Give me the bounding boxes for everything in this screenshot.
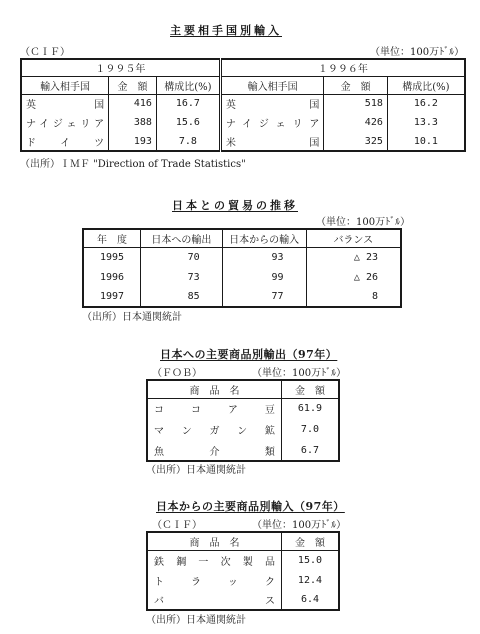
amount-cell: 61.9: [297, 403, 322, 415]
section1-basis: （ＣＩＦ）: [20, 47, 70, 58]
col-balance: バランス: [333, 234, 374, 246]
import-cell: 77: [222, 287, 306, 307]
product-cell: バス: [147, 590, 281, 610]
year-1995-header: １９９５年: [21, 59, 220, 76]
table-row: [147, 590, 339, 610]
section4-basis: （ＣＩＦ）: [152, 520, 202, 531]
share-cell: 16.2: [413, 98, 438, 110]
section4-table: [146, 531, 340, 611]
product-cell: 魚介類: [147, 440, 281, 461]
col-share-1996: 構成比(%): [402, 81, 450, 93]
partner-cell: 米 国: [220, 132, 324, 151]
section3-source: （出所）日本通関統計: [146, 465, 246, 476]
product-cell: ココア豆: [147, 398, 281, 419]
table-row: [83, 287, 401, 307]
amount-cell: 325: [324, 132, 388, 151]
amount-cell: 518: [324, 94, 388, 113]
partner-cell: 英 国: [21, 94, 109, 113]
table-row: [147, 550, 339, 570]
amount-cell: 193: [109, 132, 157, 151]
balance-cell: 8: [371, 291, 378, 302]
section1-source: （出所）ＩＭＦ "Direction of Trade Statistics": [20, 159, 246, 170]
share-cell: 13.3: [413, 117, 438, 128]
amount-cell: 426: [324, 113, 388, 132]
col-product: 商 品 名: [147, 380, 281, 398]
section4-source: （出所）日本通関統計: [146, 615, 246, 626]
amount-cell: 15.0: [297, 554, 323, 566]
section2-table: [82, 228, 402, 308]
table-row: [147, 398, 339, 419]
amount-cell: 6.4: [300, 594, 319, 605]
year-cell: 1996: [83, 267, 141, 287]
section3-basis: （ＦＯＢ）: [152, 368, 202, 379]
export-cell: 73: [141, 267, 223, 287]
section3-unit: （単位：100万ﾄﾞﾙ）: [252, 368, 347, 379]
year-1996-header: １９９６年: [317, 64, 368, 76]
section3-title: 日本への主要商品別輸出（97年）: [160, 348, 338, 361]
section4-title: 日本からの主要商品別輸入（97年）: [156, 500, 345, 513]
amount-cell: 12.4: [297, 574, 323, 586]
col-amount: 金 額: [294, 537, 325, 549]
section2-source: （出所）日本通関統計: [82, 312, 182, 323]
share-cell: 16.7: [156, 94, 220, 113]
table-row: [83, 267, 401, 287]
amount-cell: 416: [109, 94, 157, 113]
section3-table: [146, 379, 340, 462]
export-cell: 70: [141, 247, 223, 267]
col-partner-1995: 輸入相手国: [21, 76, 109, 94]
partner-cell: 英 国: [220, 94, 324, 113]
table-row: [147, 570, 339, 590]
table-row: [21, 94, 465, 113]
col-import: 日本からの輸入: [222, 229, 306, 247]
section1-title: 主要相手国別輸入: [170, 24, 282, 37]
product-cell: マンガン鉱: [147, 419, 281, 440]
section1-unit: （単位：100万ﾄﾞﾙ）: [370, 47, 465, 58]
amount-cell: 388: [109, 113, 157, 132]
table-row: [21, 132, 465, 151]
col-export: 日本への輸出: [141, 229, 223, 247]
table-row: [21, 113, 465, 132]
section2-title: 日本との貿易の推移: [172, 199, 298, 212]
share-cell: 7.8: [156, 132, 220, 151]
import-cell: 99: [222, 267, 306, 287]
share-cell: 10.1: [413, 135, 438, 147]
partner-cell: ナイジェリア: [220, 113, 324, 132]
year-cell: 1995: [83, 247, 141, 267]
col-year: 年 度: [83, 229, 141, 247]
product-cell: トラック: [147, 570, 281, 590]
product-cell: 鉄鋼一次製品: [147, 550, 281, 570]
table-row: [147, 419, 339, 440]
partner-cell: ド イ ツ: [21, 132, 109, 151]
section1-table: [20, 58, 466, 152]
col-amount: 金 額: [294, 385, 325, 397]
year-cell: 1997: [83, 287, 141, 307]
balance-cell: △ 23: [353, 251, 378, 263]
amount-cell: 7.0: [300, 424, 319, 435]
section2-unit: （単位：100万ﾄﾞﾙ）: [316, 217, 411, 228]
col-share-1995: 構成比(%): [156, 76, 220, 94]
col-partner-1996: 輸入相手国: [220, 76, 324, 94]
table-row: [83, 247, 401, 267]
col-product: 商 品 名: [147, 532, 281, 550]
export-cell: 85: [141, 287, 223, 307]
col-amount-1995: 金 額: [109, 76, 157, 94]
share-cell: 15.6: [156, 113, 220, 132]
section4-unit: （単位：100万ﾄﾞﾙ）: [252, 520, 347, 531]
amount-cell: 6.7: [300, 444, 319, 456]
partner-cell: ナイジェリア: [21, 113, 109, 132]
import-cell: 93: [222, 247, 306, 267]
balance-cell: △ 26: [353, 271, 378, 283]
col-amount-1996: 金 額: [324, 76, 388, 94]
table-row: [147, 440, 339, 461]
